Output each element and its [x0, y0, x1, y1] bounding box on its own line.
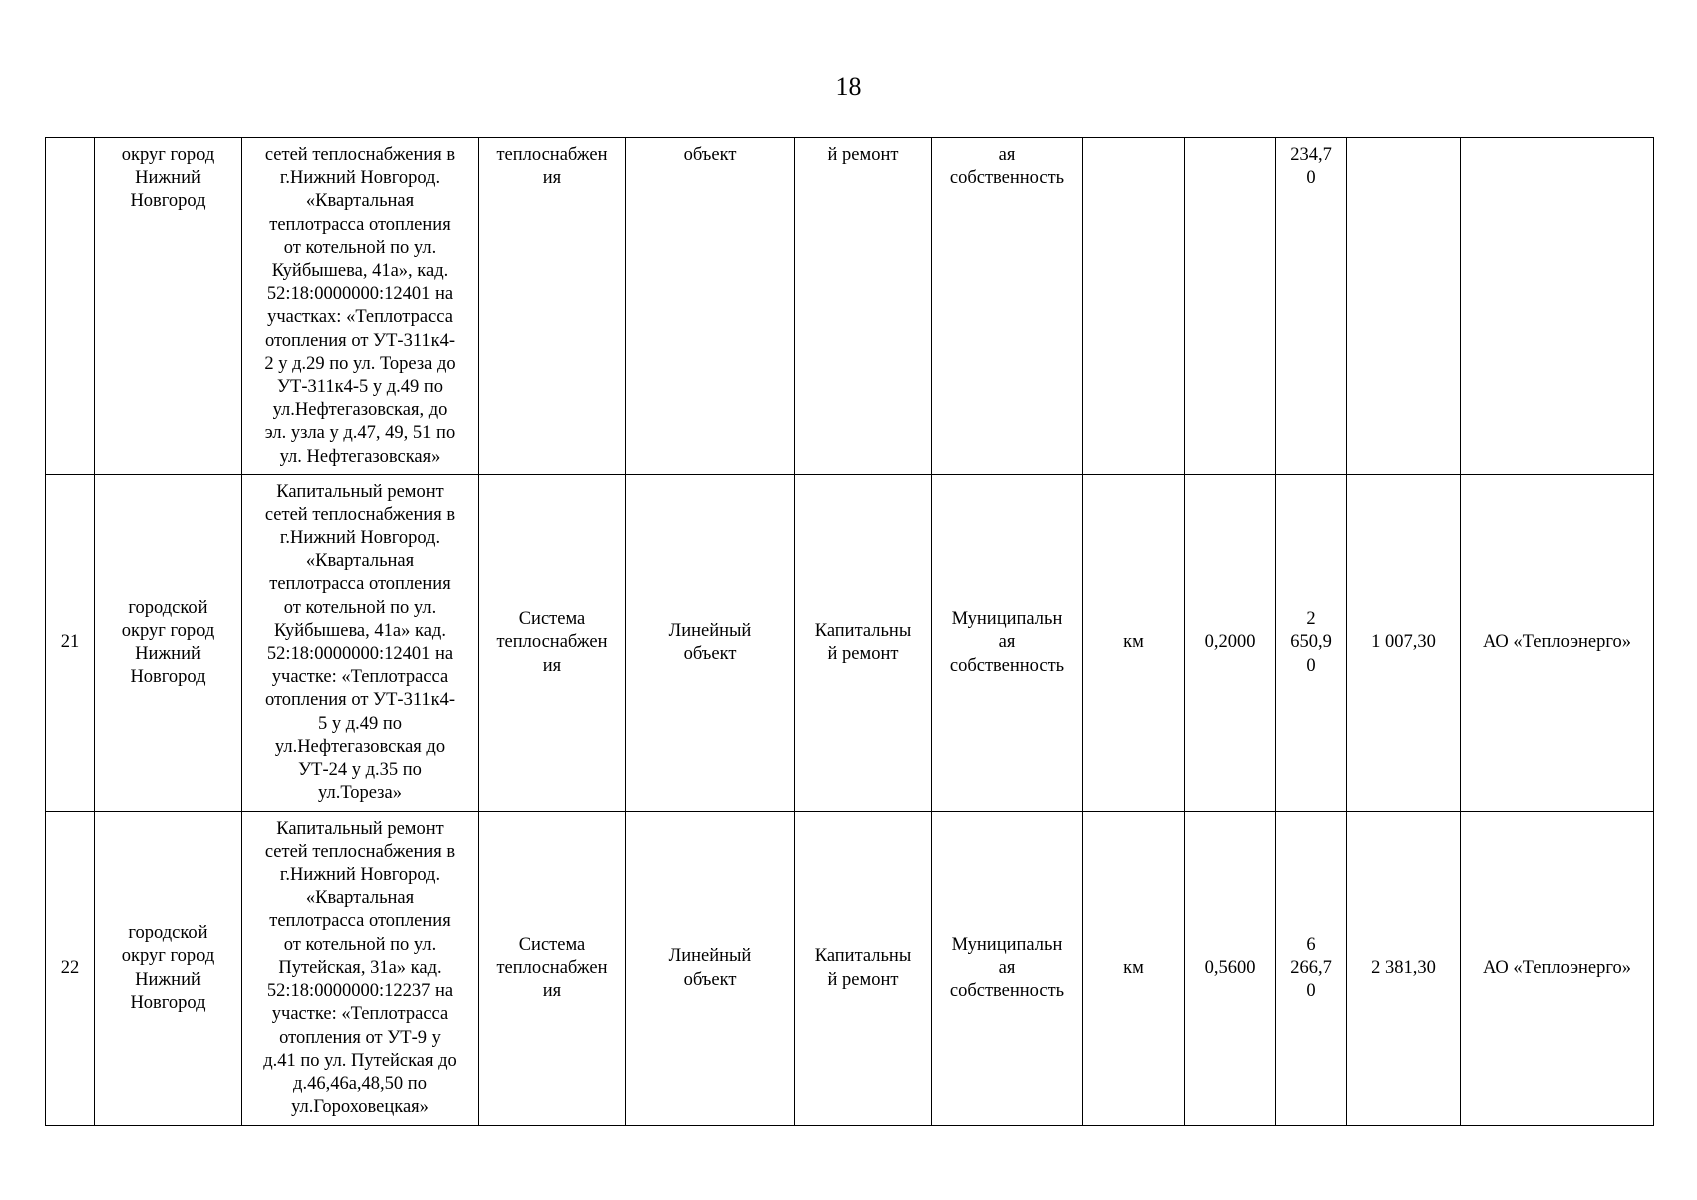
system-cell: теплоснабжен ия	[479, 138, 626, 475]
cost-cell: 6 266,7 0	[1276, 812, 1347, 1126]
table-row	[46, 812, 1654, 1126]
object-type-cell: Линейный объект	[626, 812, 795, 1126]
unit-cell: км	[1083, 475, 1185, 812]
projects-table	[45, 137, 1654, 1126]
work-type-cell: Капитальны й ремонт	[795, 812, 932, 1126]
municipality-cell: городской округ город Нижний Новгород	[95, 812, 242, 1126]
object-type-cell: объект	[626, 138, 795, 475]
ownership-cell: ая собственность	[932, 138, 1083, 475]
cost2-cell: 1 007,30	[1347, 475, 1461, 812]
ownership-cell: Муниципальн ая собственность	[932, 812, 1083, 1126]
cost-cell: 2 650,9 0	[1276, 475, 1347, 812]
row-number	[46, 138, 95, 475]
organization-cell: АО «Теплоэнерго»	[1461, 812, 1654, 1126]
organization-cell: АО «Теплоэнерго»	[1461, 475, 1654, 812]
work-type-cell: й ремонт	[795, 138, 932, 475]
cost2-cell	[1347, 138, 1461, 475]
municipality-cell: городской округ город Нижний Новгород	[95, 475, 242, 812]
page-number: 18	[835, 72, 862, 101]
description-cell: Капитальный ремонт сетей теплоснабжения в г.Нижний Новгород. «Квартальная теплотрасса отопления от котельной по ул. Куйбышева, 41а» кад. 52:18:0000000:12401 на участке: «Теплотрасса отопления от УТ-311к4- 5 у д.49 по ул.Нефтегазовская до УТ-24 у д.35 по ул.Тореза»	[242, 475, 479, 812]
table-row	[46, 138, 1654, 475]
cost-cell: 234,7 0	[1276, 138, 1347, 475]
length-cell: 0,5600	[1185, 812, 1276, 1126]
unit-cell: км	[1083, 812, 1185, 1126]
unit-cell	[1083, 138, 1185, 475]
municipality-cell: округ город Нижний Новгород	[95, 138, 242, 475]
system-cell: Система теплоснабжен ия	[479, 812, 626, 1126]
row-number: 21	[46, 475, 95, 812]
object-type-cell: Линейный объект	[626, 475, 795, 812]
organization-cell	[1461, 138, 1654, 475]
ownership-cell: Муниципальн ая собственность	[932, 475, 1083, 812]
length-cell: 0,2000	[1185, 475, 1276, 812]
system-cell: Система теплоснабжен ия	[479, 475, 626, 812]
cost2-cell: 2 381,30	[1347, 812, 1461, 1126]
work-type-cell: Капитальны й ремонт	[795, 475, 932, 812]
description-cell: сетей теплоснабжения в г.Нижний Новгород. «Квартальная теплотрасса отопления от котельной по ул. Куйбышева, 41а», кад. 52:18:0000000:12401 на участках: «Теплотрасса отопления от УТ-311к4- 2 у д.29 по ул. Тореза до УТ-311к4-5 у д.49 по ул.Нефтегазовская, до эл. узла у д.47, 49, 51 по ул. Нефтегазовская»	[242, 138, 479, 475]
length-cell	[1185, 138, 1276, 475]
table-row	[46, 475, 1654, 812]
row-number: 22	[46, 812, 95, 1126]
description-cell: Капитальный ремонт сетей теплоснабжения в г.Нижний Новгород. «Квартальная теплотрасса отопления от котельной по ул. Путейская, 31а» кад. 52:18:0000000:12237 на участке: «Теплотрасса отопления от УТ-9 у д.41 по ул. Путейская до д.46,46а,48,50 по ул.Гороховецкая»	[242, 812, 479, 1126]
